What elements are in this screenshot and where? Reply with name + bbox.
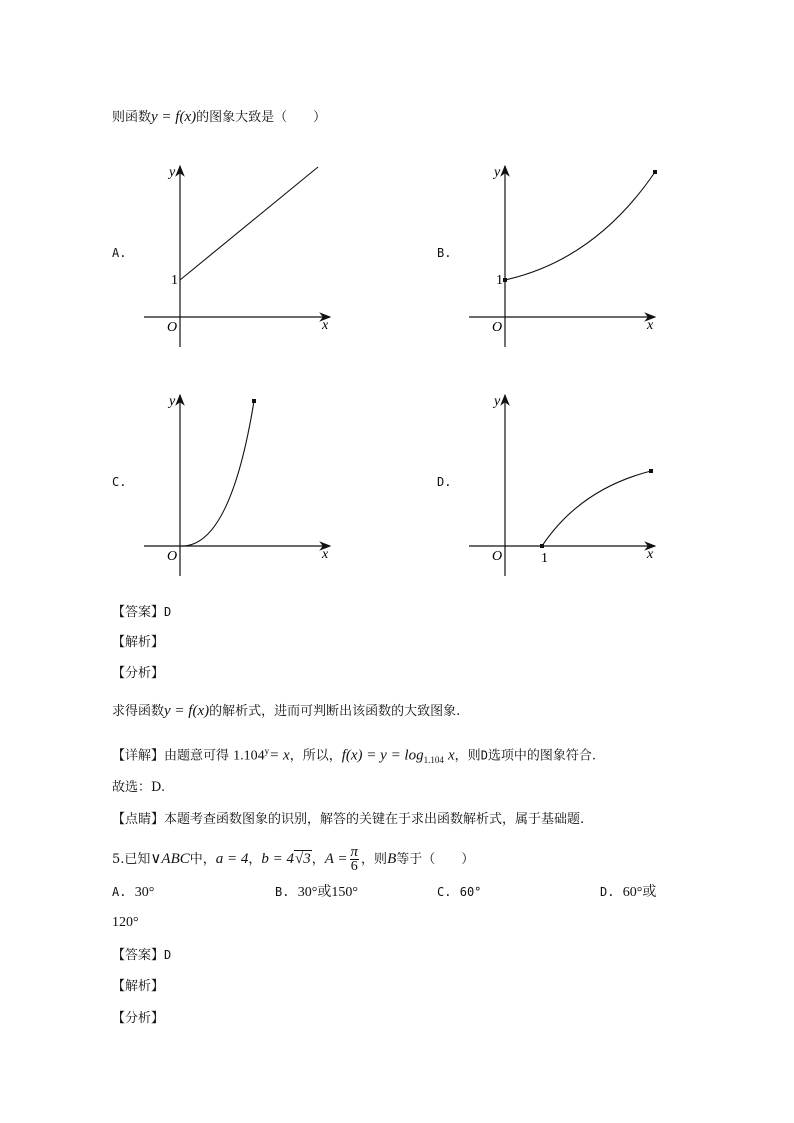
q5-number: 5.	[112, 852, 125, 867]
detail-formula2-sub: 1.104	[423, 754, 444, 765]
q5-option-b: B. 30°或150°	[275, 885, 358, 900]
tick-label: 1	[496, 273, 503, 288]
x-axis-label: x	[322, 547, 329, 562]
answer-line	[112, 603, 171, 622]
end-point	[649, 469, 653, 473]
q5-b-sqrt: √3	[295, 851, 311, 867]
q5-option-a: A. 30°	[112, 885, 155, 900]
answer5-tag: 【答案】	[112, 948, 165, 963]
fenxi-suffix: 的解析式，进而可判断出该函数的大致图象.	[209, 704, 461, 719]
origin-label: O	[167, 320, 178, 335]
tick-label: 1	[541, 551, 548, 566]
fenxi-text-line	[112, 702, 460, 721]
question-suffix: 的图象大致是（ ）	[196, 110, 327, 125]
x-axis-label: x	[647, 547, 654, 562]
x-axis-label: x	[647, 318, 654, 333]
fenxi5-tag: 【分析】	[112, 1011, 165, 1026]
option-d-label: D.	[437, 475, 452, 489]
q5-B: B	[387, 851, 397, 867]
graph-a	[140, 160, 340, 355]
question-line	[112, 108, 326, 127]
option-b-label: B.	[437, 246, 452, 260]
detail-letter: D	[480, 748, 488, 763]
detail-formula2: f(x) = y = log	[341, 747, 424, 764]
comment-line	[112, 811, 584, 829]
option-a-label: A.	[112, 246, 127, 260]
q5-text2: 中，	[189, 852, 216, 867]
x-axis-label: x	[322, 318, 329, 333]
q5-triangle: ∨ABC	[150, 851, 190, 867]
question-prefix: 则函数	[112, 110, 152, 125]
answer5-line	[112, 946, 171, 965]
start-point	[540, 544, 544, 548]
graph-curve	[180, 167, 318, 280]
y-axis-label: y	[169, 394, 176, 409]
q5-b-eq: b = 4	[261, 851, 295, 867]
end-point	[653, 170, 657, 174]
analysis-line	[112, 634, 164, 652]
fenxi5-line	[112, 1010, 164, 1028]
graph-c	[140, 389, 340, 584]
q5-a-eq: a = 4	[215, 851, 249, 867]
q5-option-c: C. 60°	[437, 885, 482, 899]
q5-option-d-cont: 120°	[112, 915, 139, 930]
detail-line	[112, 742, 596, 769]
start-point	[503, 278, 507, 282]
detail-tag: 【详解】	[112, 748, 165, 764]
answer-value: D	[164, 605, 172, 619]
detail-text4: 选项中的图象符合.	[487, 748, 597, 764]
detail-text1: 由题意可得	[164, 748, 230, 764]
detail-text2: ，所以，	[289, 748, 342, 764]
question5-line	[112, 846, 474, 873]
tick-label: 1	[171, 273, 178, 288]
option-c-label: C.	[112, 475, 127, 489]
graph-d	[465, 389, 665, 584]
comment-text: 本题考查函数图象的识别，解答的关键在于求出函数解析式，属于基础题.	[164, 812, 585, 827]
q5-sep1: ，	[248, 852, 262, 867]
q5-text3: ，则	[361, 852, 388, 867]
q5-sep2: ，	[311, 852, 325, 867]
choose-line	[112, 779, 165, 797]
origin-label: O	[492, 549, 503, 564]
detail-formula1-exp: y	[264, 746, 270, 756]
answer-tag: 【答案】	[112, 605, 165, 620]
choose-text: 故选：D.	[112, 780, 166, 795]
q5-fraction: $\frac{\pi}{6}$	[350, 844, 359, 874]
q5-text4: 等于（ ）	[396, 852, 475, 867]
graph-curve	[542, 471, 651, 546]
detail-formula1-base: 1.104	[233, 748, 265, 764]
detail-formula2-end: x	[448, 747, 455, 764]
end-point	[252, 399, 256, 403]
detail-formula1-rest: = x	[269, 747, 290, 764]
fenxi-tag: 【分析】	[112, 666, 165, 681]
fenxi-line	[112, 665, 164, 683]
analysis5-tag: 【解析】	[112, 979, 165, 994]
q5-text1: 已知	[124, 852, 151, 867]
y-axis-label: y	[494, 165, 501, 180]
analysis5-line	[112, 978, 164, 996]
origin-label: O	[492, 320, 503, 335]
y-axis-label: y	[494, 394, 501, 409]
question-formula: y = f(x)	[151, 109, 197, 125]
y-axis-label: y	[169, 165, 176, 180]
q5-A-eq: A =	[324, 851, 348, 867]
detail-text3: ，则	[454, 748, 481, 764]
fenxi-prefix: 求得函数	[112, 704, 165, 719]
graph-curve	[505, 172, 655, 280]
comment-tag: 【点睛】	[112, 812, 165, 827]
analysis-tag: 【解析】	[112, 635, 165, 650]
q5-option-d: D. 60°或	[600, 885, 657, 900]
answer5-value: D	[164, 948, 172, 962]
graph-b	[465, 160, 665, 355]
fenxi-formula: y = f(x)	[164, 703, 210, 719]
graph-curve	[180, 401, 254, 546]
origin-label: O	[167, 549, 178, 564]
